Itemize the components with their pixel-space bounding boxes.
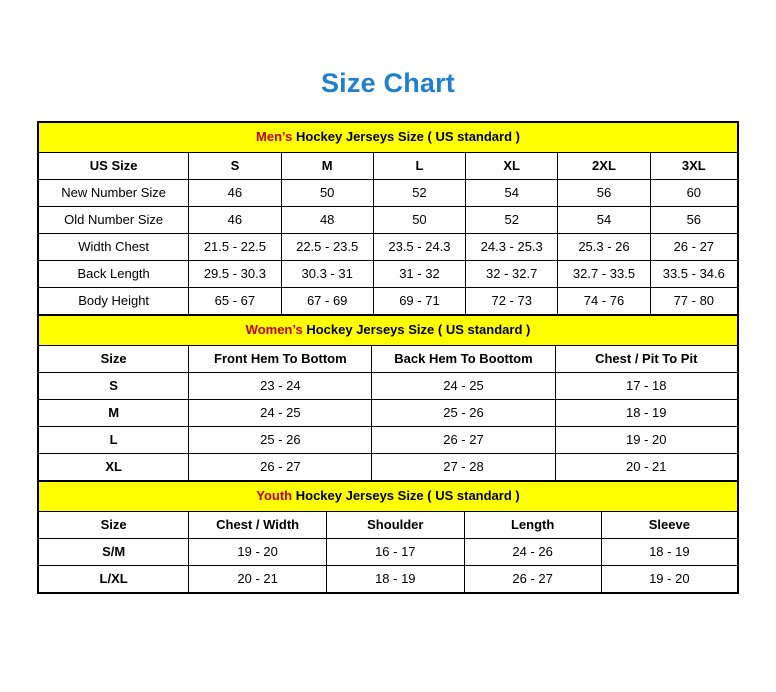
page-title: Size Chart — [320, 68, 456, 98]
table-cell: 24.3 - 25.3 — [466, 234, 558, 261]
table-cell: 18 - 19 — [326, 566, 464, 593]
table-row — [39, 180, 738, 207]
row-label: M — [39, 400, 189, 427]
youth-band-row — [39, 482, 738, 512]
row-label: Back Length — [39, 261, 189, 288]
row-label: XL — [39, 454, 189, 481]
table-cell: 22.5 - 23.5 — [281, 234, 373, 261]
row-label: Old Number Size — [39, 207, 189, 234]
table-cell: 50 — [373, 207, 465, 234]
mens-band-accent: Men’s — [256, 129, 293, 145]
table-cell: 30.3 - 31 — [281, 261, 373, 288]
youth-header-cell: Size — [39, 512, 189, 539]
womens-header-cell: Size — [39, 346, 189, 373]
table-cell: 26 - 27 — [464, 566, 601, 593]
womens-band-cell — [39, 316, 738, 346]
mens-band-row — [39, 123, 738, 153]
mens-header-cell: L — [373, 153, 465, 180]
table-row — [39, 566, 738, 593]
table-cell: 60 — [650, 180, 737, 207]
table-cell: 25 - 26 — [189, 427, 372, 454]
table-cell: 24 - 25 — [372, 373, 555, 400]
table-cell: 74 - 76 — [558, 288, 650, 315]
row-label: Width Chest — [39, 234, 189, 261]
table-cell: 18 - 19 — [601, 539, 737, 566]
table-row — [39, 539, 738, 566]
table-cell: 52 — [373, 180, 465, 207]
table-cell: 16 - 17 — [326, 539, 464, 566]
row-label: S/M — [39, 539, 189, 566]
table-cell: 23.5 - 24.3 — [373, 234, 465, 261]
mens-header-cell: XL — [466, 153, 558, 180]
table-cell: 20 - 21 — [555, 454, 737, 481]
table-cell: 52 — [466, 207, 558, 234]
womens-size-table — [38, 315, 738, 481]
womens-header-cell: Front Hem To Bottom — [189, 346, 372, 373]
table-cell: 21.5 - 22.5 — [189, 234, 281, 261]
table-cell: 48 — [281, 207, 373, 234]
womens-header-cell: Back Hem To Boottom — [372, 346, 555, 373]
mens-header-cell: US Size — [39, 153, 189, 180]
youth-band-accent: Youth — [256, 488, 293, 504]
row-label: New Number Size — [39, 180, 189, 207]
table-cell: 56 — [558, 180, 650, 207]
youth-header-cell: Chest / Width — [189, 512, 327, 539]
table-cell: 50 — [281, 180, 373, 207]
table-cell: 18 - 19 — [555, 400, 737, 427]
table-cell: 24 - 26 — [464, 539, 601, 566]
womens-header-row — [39, 346, 738, 373]
youth-size-table — [38, 481, 738, 593]
table-row — [39, 427, 738, 454]
table-cell: 69 - 71 — [373, 288, 465, 315]
womens-band-rest: Hockey Jerseys Size ( US standard ) — [302, 322, 531, 338]
table-cell: 27 - 28 — [372, 454, 555, 481]
row-label: S — [39, 373, 189, 400]
row-label: Body Height — [39, 288, 189, 315]
mens-band-rest: Hockey Jerseys Size ( US standard ) — [292, 129, 520, 145]
table-cell: 24 - 25 — [189, 400, 372, 427]
mens-header-cell: S — [189, 153, 281, 180]
table-cell: 19 - 20 — [189, 539, 327, 566]
table-row — [39, 400, 738, 427]
table-cell: 31 - 32 — [373, 261, 465, 288]
size-chart-container — [37, 121, 739, 594]
youth-header-row — [39, 512, 738, 539]
table-cell: 67 - 69 — [281, 288, 373, 315]
table-cell: 56 — [650, 207, 737, 234]
table-cell: 20 - 21 — [189, 566, 327, 593]
table-cell: 17 - 18 — [555, 373, 737, 400]
mens-band-cell — [39, 123, 738, 153]
womens-band-accent: Women’s — [245, 322, 303, 338]
table-row — [39, 207, 738, 234]
table-cell: 29.5 - 30.3 — [189, 261, 281, 288]
table-cell: 23 - 24 — [189, 373, 372, 400]
table-cell: 26 - 27 — [650, 234, 737, 261]
mens-header-row — [39, 153, 738, 180]
table-cell: 77 - 80 — [650, 288, 737, 315]
table-cell: 46 — [189, 180, 281, 207]
youth-header-cell: Sleeve — [601, 512, 737, 539]
youth-band-cell — [39, 482, 738, 512]
table-row — [39, 261, 738, 288]
table-cell: 25 - 26 — [372, 400, 555, 427]
womens-header-cell: Chest / Pit To Pit — [555, 346, 737, 373]
table-row — [39, 454, 738, 481]
table-cell: 32.7 - 33.5 — [558, 261, 650, 288]
table-cell: 19 - 20 — [555, 427, 737, 454]
table-cell: 33.5 - 34.6 — [650, 261, 737, 288]
row-label: L/XL — [39, 566, 189, 593]
table-cell: 32 - 32.7 — [466, 261, 558, 288]
womens-band-row — [39, 316, 738, 346]
mens-header-cell: M — [281, 153, 373, 180]
table-row — [39, 234, 738, 261]
youth-band-rest: Hockey Jerseys Size ( US standard ) — [292, 488, 520, 504]
table-cell: 26 - 27 — [372, 427, 555, 454]
table-row — [39, 288, 738, 315]
table-cell: 72 - 73 — [466, 288, 558, 315]
table-cell: 25.3 - 26 — [558, 234, 650, 261]
row-label: L — [39, 427, 189, 454]
mens-size-table — [38, 122, 738, 315]
youth-header-cell: Length — [464, 512, 601, 539]
table-cell: 19 - 20 — [601, 566, 737, 593]
table-cell: 26 - 27 — [189, 454, 372, 481]
table-row — [39, 373, 738, 400]
table-cell: 54 — [466, 180, 558, 207]
table-cell: 46 — [189, 207, 281, 234]
table-cell: 65 - 67 — [189, 288, 281, 315]
youth-header-cell: Shoulder — [326, 512, 464, 539]
mens-header-cell: 3XL — [650, 153, 737, 180]
table-cell: 54 — [558, 207, 650, 234]
mens-header-cell: 2XL — [558, 153, 650, 180]
